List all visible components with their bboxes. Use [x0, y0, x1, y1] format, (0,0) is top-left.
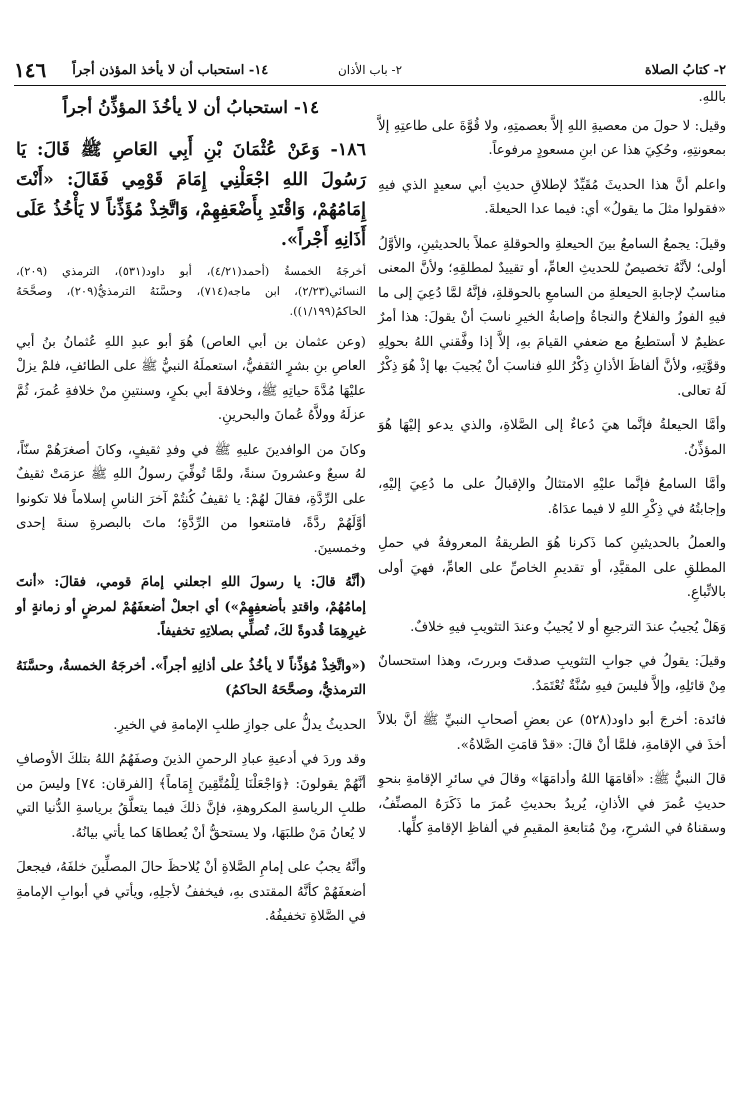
paragraph: باللهِ.: [698, 90, 726, 105]
section-title: ١٤- استحبابُ أن لا يأخُذَ المؤذِّنُ أجراً: [62, 98, 320, 118]
paragraph: وأمَّا السامعُ فإنَّما عليْهِ الامتثالُ والإقبالُ على ما دُعِيَ إليْهِ، وإجابتُهُ في ذِكْرِ اللهِ لا فيما عدَاهُ.: [378, 477, 726, 517]
paragraph: وقيلَ: يجمعُ السامعُ بينَ الحيعلةِ والحوقلةِ عملاً بالحديثينِ، والأوَّلُ أولى؛ لأنَّهُ تخصيصٌ للحديثِ العامِّ، أو تقييدٌ لمطلقِهِ؛ ولأنَّ المعنى مناسبٌ لإجابةِ الحيعلةِ من السامعِ بالحوقلةِ، فإنَّهُ لمَّا دُعِيَ إلى ما فيهِ الفوزُ والفلاحُ والنجاةُ وإصابةُ الخيرِ ناسبَ أنْ يقولَ: هذا أمرٌ عظيمٌ لا أستطيعُ مع ضعفي القيامَ بهِ، إلاَّ إذا وفَّقني اللهُ بحولِهِ وقوَّتِهِ، ولأنَّ ألفاظَ الأذانِ ذِكْرُ اللهِ فناسبَ أنْ يُجيبَ بها إذْ هُوَ ذِكْرٌ لَهُ تعالى.: [378, 236, 726, 399]
paragraph: الحديثُ يدلُّ على جوازِ طلبِ الإمامةِ في الخيرِ.: [113, 717, 366, 733]
paragraph: (وعن عثمان بن أبي العاص) هُوَ أبو عبدِ اللهِ عُثمانُ بنُ أبي العاصِ بنِ بشرٍ الثقفيُّ، استعملَهُ النبيُّ ﷺ على الطائفِ، فلمْ يزلْ عليْهَا مُدَّةَ حياتِهِ ﷺ، وخلافةَ أبي بكرٍ، وسنتينِ منْ خلافةِ عُمرَ، ثُمَّ عزلَهُ وولاَّهُ عُمانَ والبحرينِ.: [16, 334, 366, 423]
paragraph: وأنَّهُ يجبُ على إمامِ الصَّلاةِ أنْ يُلاحظَ حالَ المصلِّينَ خلفَهُ، فيجعلَ أضعفَهُمْ كأنَّهُ المقتدى بهِ، فيخففُ لأجلِهِ، ويأتي في أبوابِ الإمامةِ في الصَّلاةِ تخفيفُهُ.: [16, 860, 366, 924]
page-header: [14, 55, 726, 86]
hadith-text: ١٨٦- وَعَنْ عُثْمَانَ بْنِ أَبِي العَاصِ ﷺ قَالَ: يَا رَسُولَ اللهِ اجْعَلْنِي إِمَامَ قَوْمِي فَقَالَ: «أَنْتَ إِمَامُهُمْ، وَاقْتَدِ بِأَضْعَفِهِمْ، وَاتَّخِذْ مُؤَذِّناً لا يَأْخُذُ عَلَى أَذَانِهِ أَجْراً».: [16, 139, 366, 250]
right-column: [378, 86, 726, 852]
paragraph: وقد وردَ في أدعيةِ عبادِ الرحمنِ الذينَ وصفَهُمُ اللهُ بتلكَ الأوصافِ أنَّهُمْ يقولونَ: ﴿وَاجْعَلْنَا لِلْمُتَّقِينَ إِمَاماً﴾ [الفرقان: ٧٤] وليسَ من طلبِ الرياسةِ المكروهةِ، فإنَّ ذلكَ فيما يتعلَّقُ برياسةِ الدُّنيا التي لا يُعانُ مَنْ طلبَهَا، ولا يستحقُّ أنْ يُعطاهَا كما يأتي بيانُهُ.: [16, 752, 366, 841]
paragraph: وَهَلْ يُجيبُ عندَ الترجيعِ أو لا يُجيبُ وعندَ التثويبِ فيهِ خلافٌ.: [410, 619, 726, 635]
paragraph: واعلم أنَّ هذا الحديثَ مُقَيِّدٌ لإطلاقِ حديثِ أبي سعيدٍ الذي فيهِ «فقولوا مثلَ ما يقولُ» أي: فيما عدا الحيعلةَ.: [378, 177, 726, 217]
paragraph: والعملُ بالحديثينِ كما ذَكرنا هُوَ الطريقةُ المعروفةُ في حملِ المطلقِ على المقيَّدِ، أو تقديمِ الخاصِّ على العامِّ، فهيَ أولى بالاتِّباعِ.: [378, 536, 726, 600]
paragraph: قالَ النبيُّ ﷺ: «أقامَهَا اللهُ وأدامَهَا» وقالَ في سائرِ الإقامةِ بنحوِ حديثِ عُمرَ في الأذانِ، يُريدُ بحديثِ عُمرَ ما ذَكَرَهُ المصنِّفُ، وسقناهُ في الشرحِ، مِنْ مُتابعةِ المقيمِ في ألفاظِ الإقامةِ كلِّها.: [378, 772, 726, 836]
paragraph: وأمَّا الحيعلةُ فإنَّما هيَ دُعاءٌ إلى الصَّلاةِ، والذي يدعو إليْهَا هُوَ المؤذِّنُ.: [378, 418, 726, 458]
paragraph-quote: («واتَّخِذْ مُؤذِّناً لا يأخُذُ على أذانِهِ أجراً». أخرجَهُ الخمسةُ، وحسَّنَهُ الترمذيُّ، وصحَّحَهُ الحاكمُ): [16, 658, 366, 698]
note-paragraph: فائدة: أخرجَ أبو داود(٥٢٨) عن بعضِ أصحابِ النبيِّ ﷺ أنَّ بلالاً أخذَ في الإقامةِ، فلمَّا أنْ قالَ: «قدْ قامَتِ الصَّلاةُ».: [378, 713, 727, 753]
paragraph: وكانَ من الوافدينَ عليهِ ﷺ في وفدِ ثقيفٍ، وكانَ أصغرَهُمْ سنّاً، لهُ سبعٌ وعشرونَ سنةً، ولمَّا تُوفِّيَ رسولُ اللهِ ﷺ عزمَتْ ثقيفٌ على الرِّدَّةِ، فقالَ لهُمْ: يا ثقيفُ كُنتُمْ آخرَ الناسِ إسلاماً فلا تكونوا أوَّلَهُمْ ردَّةً، فامتنعوا من الرِّدَّةِ؛ ماتَ بالبصرةِ سنةَ إحدى وخمسينَ.: [16, 442, 366, 556]
paragraph: وقيلَ: يقولُ في جوابِ التثويبِ صدقتَ وبررتَ، وهذا استحسانٌ مِنْ قائلِهِ، وإلاَّ فليسَ فيهِ سُنَّةٌ تُعْتَمَدُ.: [378, 654, 726, 694]
paragraph: وقيل: لا حولَ من معصيةِ اللهِ إلاَّ بعصمتِهِ، ولا قُوَّةَ على طاعتِهِ إلاَّ بمعونتِهِ، وحُكِيَ هذا عن ابنِ مسعودٍ مرفوعاً.: [378, 118, 726, 158]
header-book-chapter: ٢- كتابُ الصلاة: [644, 62, 726, 78]
paragraph-quote: (أنَّهُ قالَ: يا رسولَ اللهِ اجعلني إمامَ قومي، فقالَ: «أنتَ إمامُهُمْ، واقتدِ بأضعفِهِمْ») أي اجعلْ أضعفَهُمْ لمرضٍ أو زمانةٍ أو غيرِهِمَا قُدوةً لكَ، تُصلِّي بصلاتِهِ تخفيفاً.: [16, 575, 366, 639]
header-section: ٢- باب الأذان: [337, 63, 403, 77]
takhrij-note: أخرجَهُ الخمسةُ (أحمد(٤/٢١)، أبو داود(٥٣١)، الترمذي (٢٠٩)، النسائي(٢/٢٣)، ابن ماجه(٧١٤)، وحسَّنَهُ الترمذيُّ(٢٠٩)، وصحَّحَهُ الحاكمُ(١/١٩٩)).: [16, 263, 367, 318]
page-number: ١٤٦: [14, 58, 47, 82]
header-topic: ١٤- استحباب أن لا يأخذ المؤذن أجراً: [72, 62, 269, 78]
left-column: [16, 86, 366, 940]
